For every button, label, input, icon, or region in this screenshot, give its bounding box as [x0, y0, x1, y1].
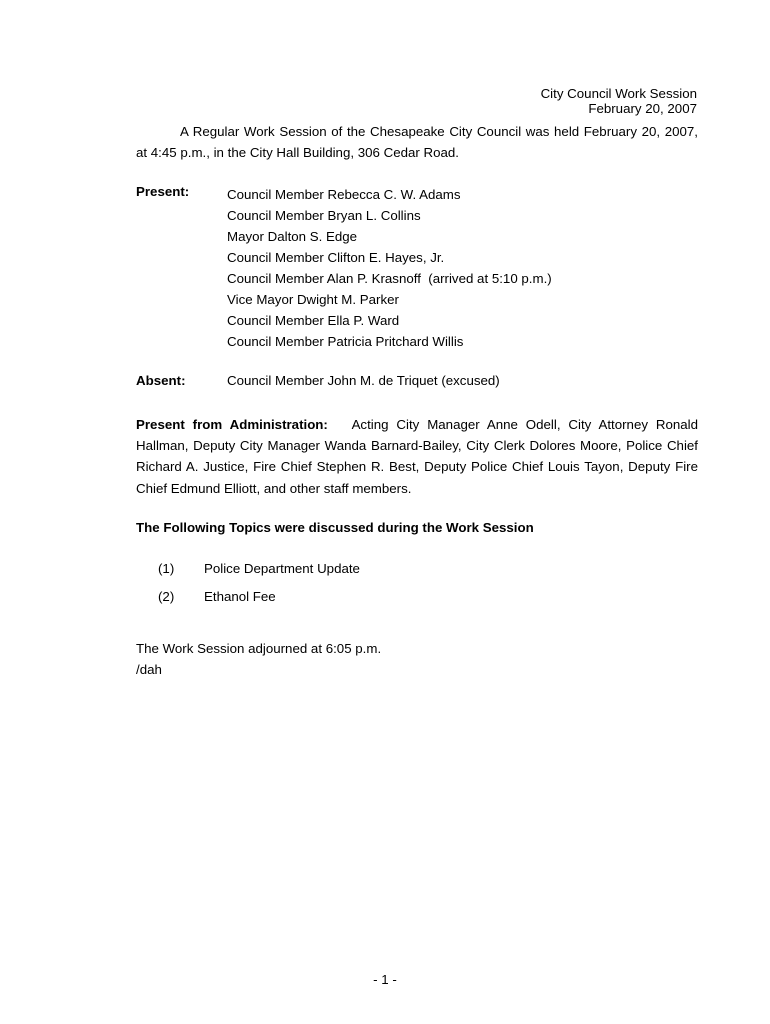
administration-text: Acting City Manager Anne Odell, City Attorney Ronald Hallman, Deputy City Manager Wanda Barnard-Bailey, City Clerk Dolores Moore, Police Chief Richard A. Justice, Fire Chief Stephen R. Best, Deputy Police Chief Louis Tayon, Deputy Fire Chief Edmund Elliott, and other staff members.: [136, 417, 699, 496]
adjourned-text: The Work Session adjourned at 6:05 p.m.: [136, 641, 382, 656]
topic-label: Police Department Update: [204, 561, 360, 576]
initials: /dah: [136, 662, 162, 677]
administration-paragraph: [136, 414, 698, 499]
present-member: Vice Mayor Dwight M. Parker: [227, 292, 399, 307]
header-title: City Council Work Session: [540, 86, 697, 101]
present-member: Council Member Patricia Pritchard Willis: [227, 334, 464, 349]
intro-text: A Regular Work Session of the Chesapeake City Council was held February 20, 2007, at 4:45 p.m., in the City Hall Building, 306 Cedar Road.: [136, 124, 698, 160]
absent-member: Council Member John M. de Triquet (excused): [227, 373, 500, 388]
present-member: Council Member Alan P. Krasnoff (arrived at 5:10 p.m.): [227, 271, 552, 286]
topic-item: [158, 561, 360, 576]
topic-number: (2): [158, 589, 175, 604]
topics-heading: The Following Topics were discussed during the Work Session: [136, 520, 534, 535]
present-list: [227, 184, 552, 352]
topic-item: [158, 589, 276, 604]
topic-label: Ethanol Fee: [204, 589, 276, 604]
document-header: [541, 86, 697, 116]
present-member: Council Member Clifton E. Hayes, Jr.: [227, 250, 445, 265]
closing-block: [136, 638, 381, 680]
administration-label: Present from Administration:: [136, 417, 328, 432]
present-member: Council Member Ella P. Ward: [227, 313, 400, 328]
intro-paragraph: [136, 121, 698, 163]
absent-label: Absent:: [136, 373, 186, 388]
header-date: February 20, 2007: [588, 101, 697, 116]
topic-number: (1): [158, 561, 175, 576]
page-number: - 1 -: [373, 972, 397, 987]
present-member: Council Member Bryan L. Collins: [227, 208, 421, 223]
present-member: Mayor Dalton S. Edge: [227, 229, 358, 244]
present-member: Council Member Rebecca C. W. Adams: [227, 187, 461, 202]
present-label: Present:: [136, 184, 190, 199]
